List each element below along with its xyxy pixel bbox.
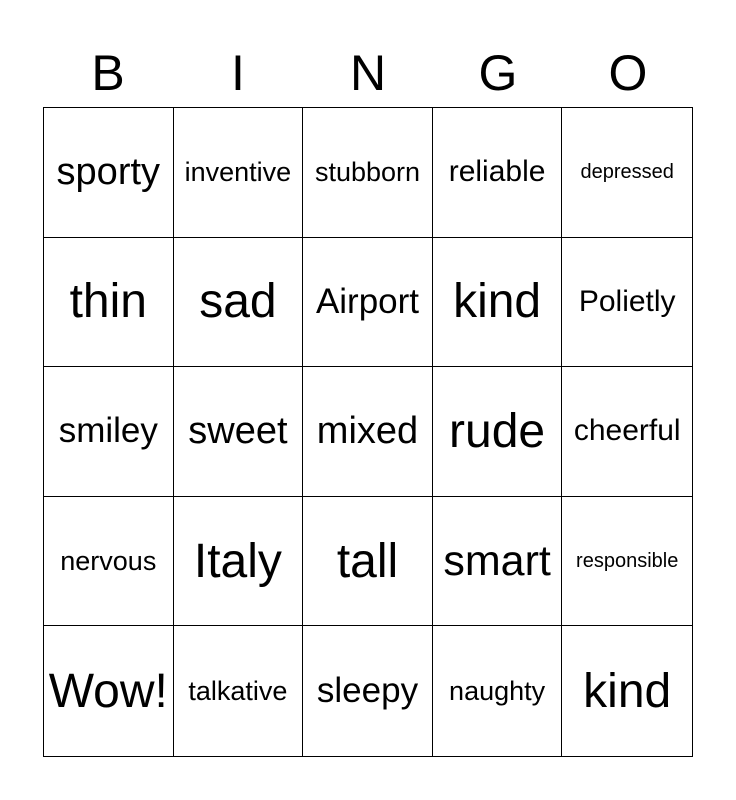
bingo-header xyxy=(43,40,693,106)
header-letter-b: B xyxy=(91,45,125,101)
bingo-cell-r2-c5[interactable]: Polietly xyxy=(562,238,692,368)
bingo-cell-r1-c2[interactable]: inventive xyxy=(174,108,304,238)
bingo-cell-r4-c5[interactable]: responsible xyxy=(562,497,692,627)
bingo-cell-r2-c4[interactable]: kind xyxy=(433,238,563,368)
bingo-cell-r3-c1[interactable]: smiley xyxy=(44,367,174,497)
bingo-cell-r5-c2[interactable]: talkative xyxy=(174,626,304,756)
header-letter-i: I xyxy=(231,45,245,101)
bingo-board xyxy=(43,107,693,757)
header-letter-o: O xyxy=(608,45,648,101)
bingo-cell-r1-c3[interactable]: stubborn xyxy=(303,108,433,238)
bingo-cell-r4-c3[interactable]: tall xyxy=(303,497,433,627)
bingo-cell-r4-c2[interactable]: Italy xyxy=(174,497,304,627)
bingo-cell-r1-c1[interactable]: sporty xyxy=(44,108,174,238)
bingo-cell-r5-c3[interactable]: sleepy xyxy=(303,626,433,756)
bingo-cell-r3-c4[interactable]: rude xyxy=(433,367,563,497)
bingo-cell-r3-c5[interactable]: cheerful xyxy=(562,367,692,497)
bingo-cell-r2-c3[interactable]: Airport xyxy=(303,238,433,368)
bingo-cell-r2-c2[interactable]: sad xyxy=(174,238,304,368)
bingo-cell-r1-c5[interactable]: depressed xyxy=(562,108,692,238)
bingo-cell-r3-c3[interactable]: mixed xyxy=(303,367,433,497)
bingo-cell-r4-c1[interactable]: nervous xyxy=(44,497,174,627)
header-letter-n: N xyxy=(349,45,387,101)
bingo-cell-r3-c2[interactable]: sweet xyxy=(174,367,304,497)
bingo-cell-r5-c4[interactable]: naughty xyxy=(433,626,563,756)
bingo-cell-r5-c1[interactable]: Wow! xyxy=(44,626,174,756)
bingo-cell-r4-c4[interactable]: smart xyxy=(433,497,563,627)
bingo-cell-r5-c5[interactable]: kind xyxy=(583,664,672,718)
header-letter-g: G xyxy=(478,45,518,101)
bingo-cell-r1-c4[interactable]: reliable xyxy=(433,108,563,238)
bingo-cell-r2-c1[interactable]: thin xyxy=(44,238,174,368)
